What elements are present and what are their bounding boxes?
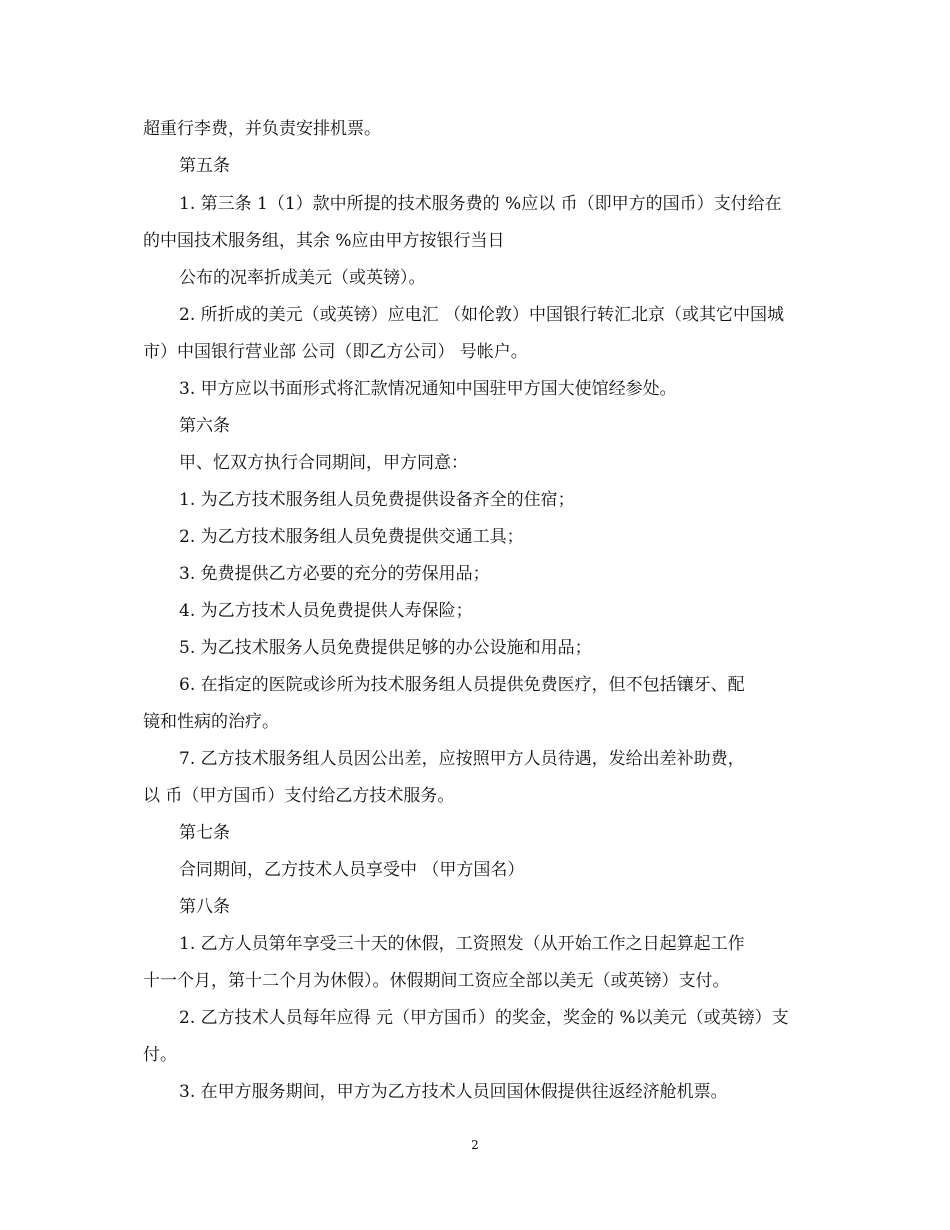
text-line: 十一个月，第十二个月为休假）。休假期间工资应全部以美无（或英镑）支付。 — [143, 971, 730, 991]
article-heading: 第八条 — [179, 897, 230, 917]
text-line: 2. 所折成的美元（或英镑）应电汇 （如伦敦）中国银行转汇北京（或其它中国城 — [179, 305, 785, 325]
article-heading: 第六条 — [179, 416, 230, 436]
article-heading: 第五条 — [179, 156, 230, 176]
text-line: 3. 在甲方服务期间，甲方为乙方技术人员回国休假提供往返经济舱机票。 — [179, 1082, 728, 1102]
article-heading: 第七条 — [179, 823, 230, 843]
text-line: 公布的况率折成美元（或英镑）。 — [179, 268, 426, 288]
text-line: 超重行李费，并负责安排机票。 — [143, 119, 381, 139]
text-line: 1. 第三条 1（1）款中所提的技术服务费的 %应以 币（即甲方的国币）支付给在 — [179, 194, 782, 214]
text-line: 镜和性病的治疗。 — [143, 712, 279, 732]
text-line: 市）中国银行营业部 公司（即乙方公司） 号帐户。 — [143, 342, 528, 362]
text-line: 3. 甲方应以书面形式将汇款情况通知中国驻甲方国大使馆经参处。 — [179, 379, 677, 399]
text-line: 合同期间，乙方技术人员享受中 （甲方国名） — [179, 860, 525, 880]
text-line: 1. 为乙方技术服务组人员免费提供设备齐全的住宿； — [179, 490, 575, 510]
text-line: 2. 乙方技术人员每年应得 元（甲方国币）的奖金，奖金的 %以美元（或英镑）支 — [179, 1008, 789, 1028]
text-line: 6. 在指定的医院或诊所为技术服务组人员提供免费医疗，但不包括镶牙、配 — [179, 675, 745, 695]
text-line: 3. 免费提供乙方必要的充分的劳保用品； — [179, 564, 490, 584]
text-line: 5. 为乙技术服务人员免费提供足够的办公设施和用品； — [179, 638, 592, 658]
text-line: 1. 乙方人员第年享受三十天的休假，工资照发（从开始工作之日起算起工作 — [179, 934, 745, 954]
text-line: 7. 乙方技术服务组人员因公出差，应按照甲方人员待遇，发给出差补助费， — [179, 749, 745, 769]
text-line: 4. 为乙方技术人员免费提供人寿保险； — [179, 601, 473, 621]
text-line: 以 币（甲方国币）支付给乙方技术服务。 — [143, 786, 455, 806]
text-line: 付。 — [143, 1045, 177, 1065]
text-line: 甲、忆双方执行合同期间，甲方同意： — [179, 453, 468, 473]
text-line: 的中国技术服务组，其余 %应由甲方按银行当日 — [143, 231, 505, 251]
page-number: 2 — [471, 1138, 479, 1152]
text-line: 2. 为乙方技术服务组人员免费提供交通工具； — [179, 527, 524, 547]
